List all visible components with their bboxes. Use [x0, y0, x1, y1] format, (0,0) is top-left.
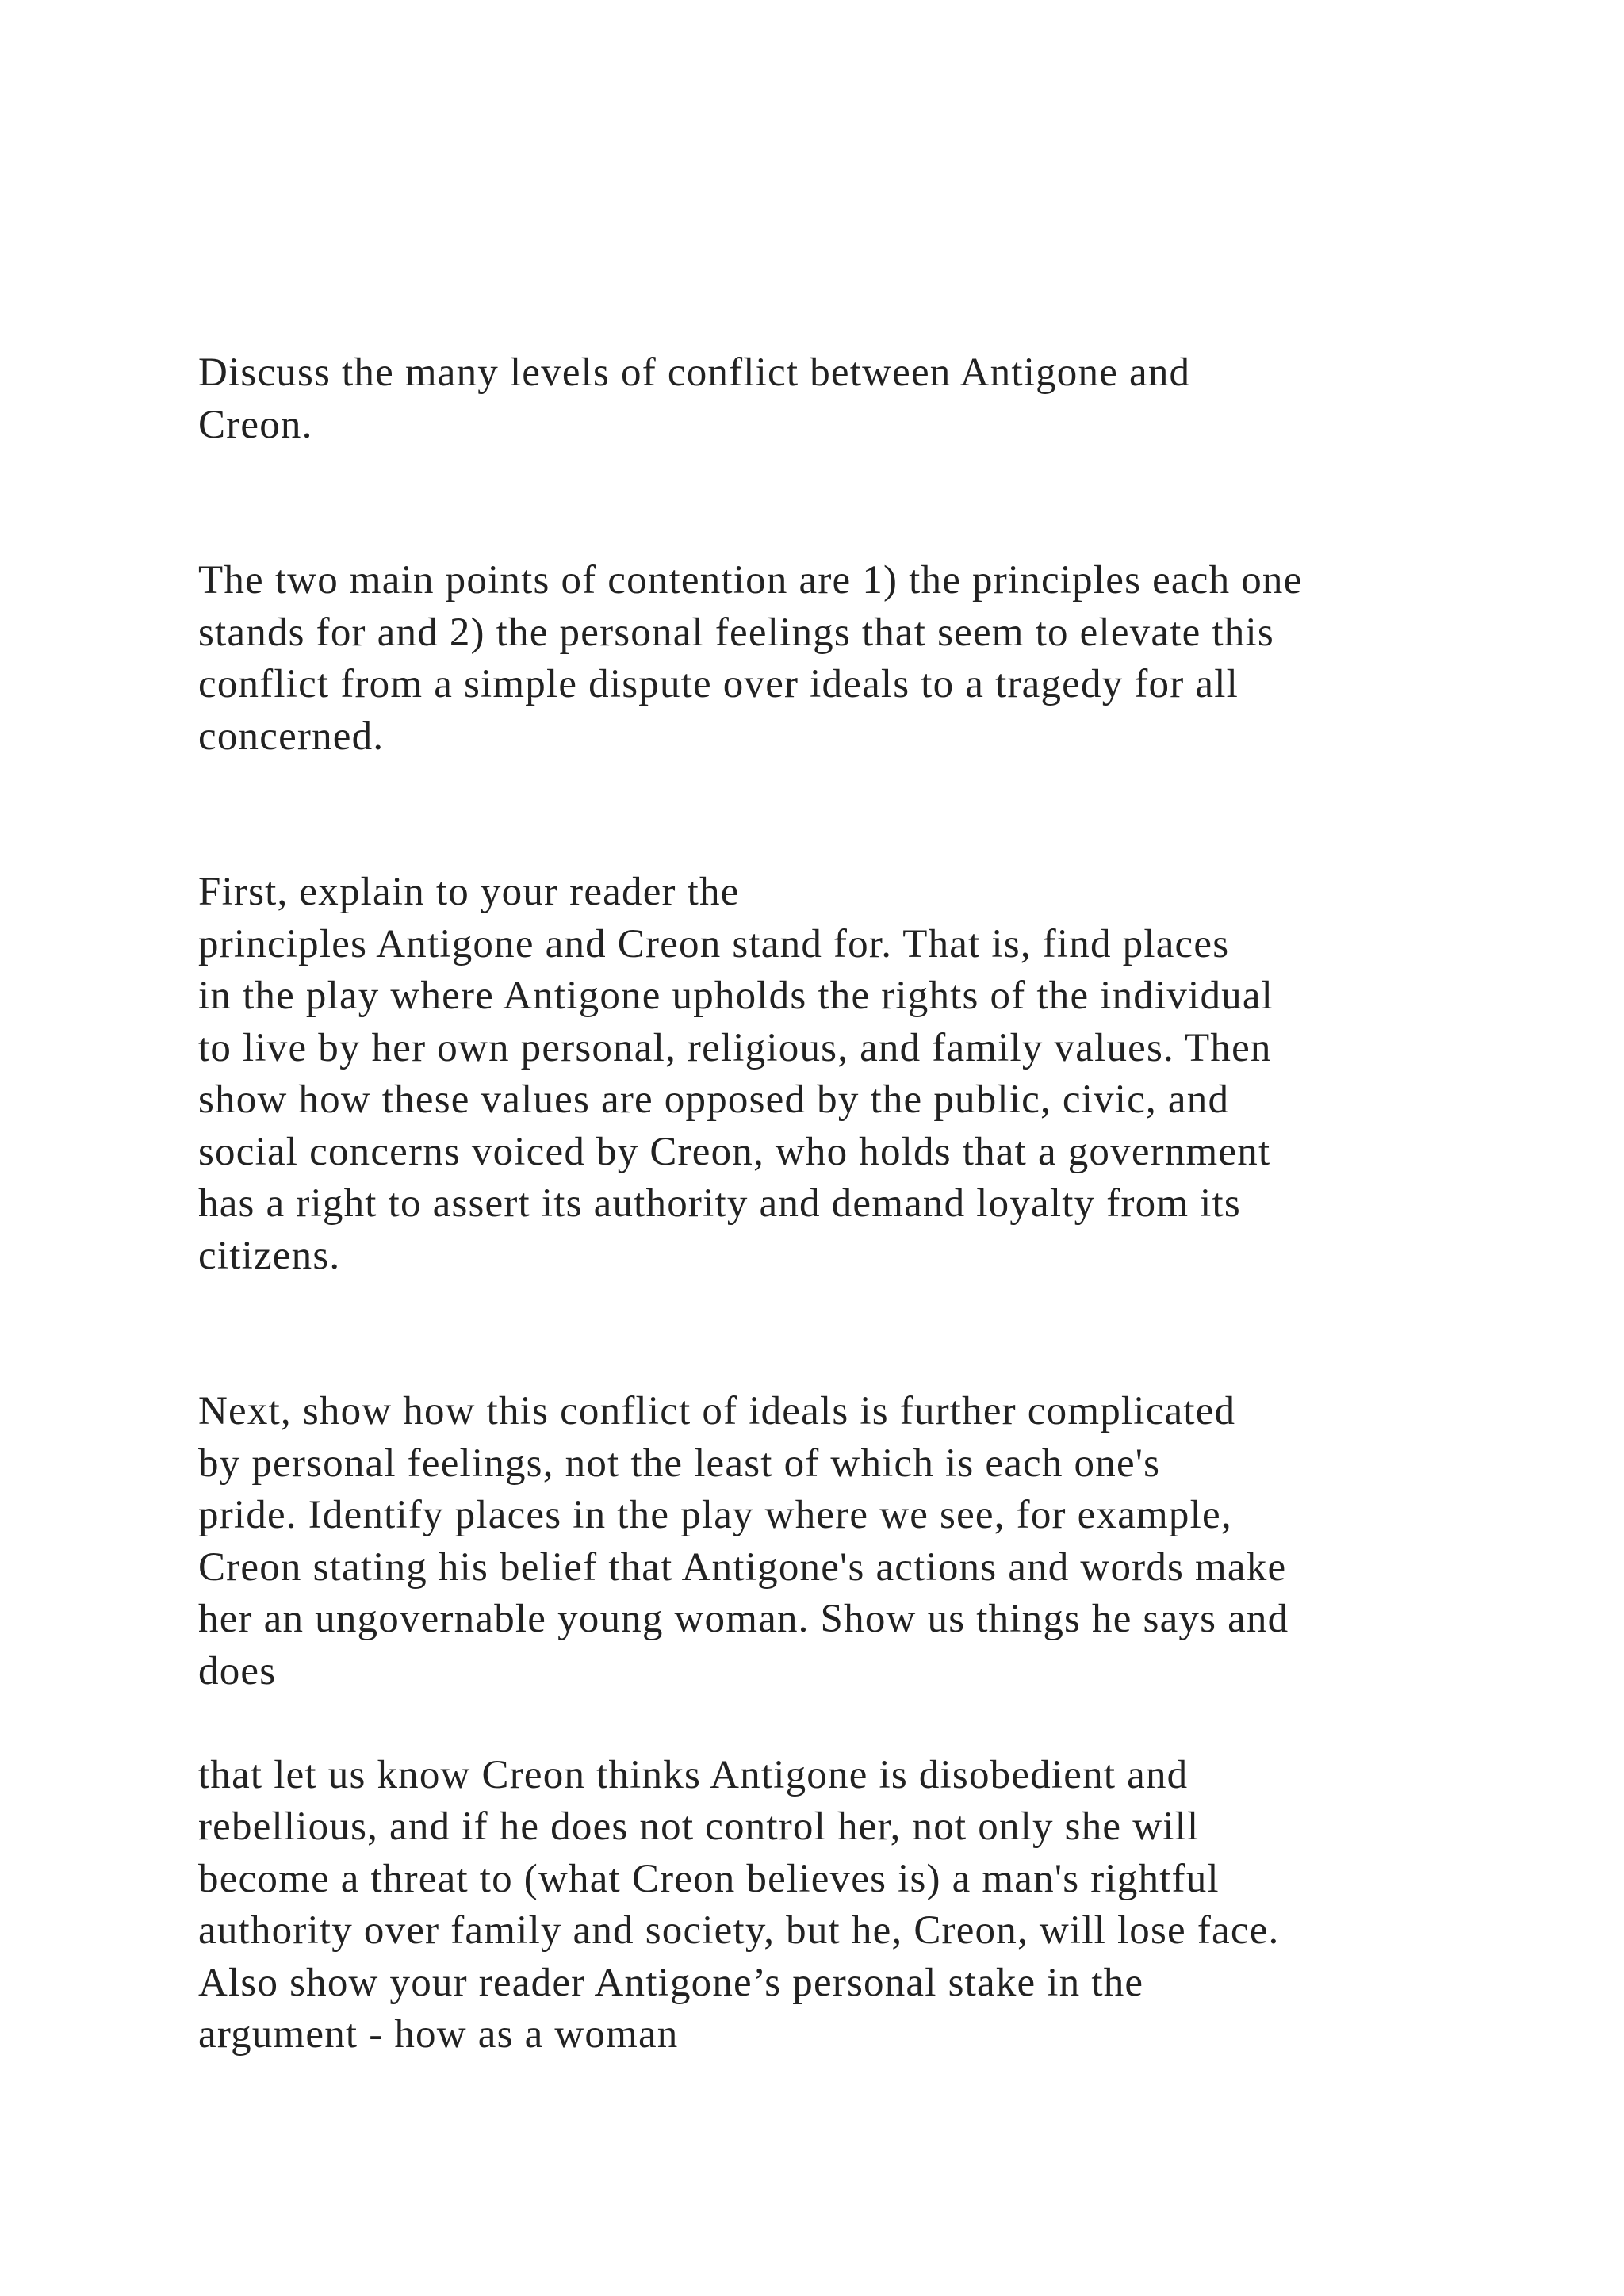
paragraph-spacer — [198, 451, 1515, 555]
paragraph-prompt: Discuss the many levels of conflict between Antigone and Creon. — [198, 350, 1191, 447]
paragraph-antigone-stake: that let us know Creon thinks Antigone is disobedient and rebellious, and if he does not control her, not only she will become a threat to (what Creon believes is) a man's rightful authority over family and society, but he, Creon, will lose face. Also show your reader Antigone’s personal stake in the argument - how as a woman — [198, 1752, 1280, 2057]
paragraph-personal-feelings: Next, show how this conflict of ideals is further complicated by personal feelings, not the least of which is each one's pride. Identify places in the play where we see, for example, Creon stating his belief that Antigone's actions and words make her an ungovernable young woman. Show us things he says and does — [198, 1389, 1289, 1693]
document-body — [198, 347, 1515, 2061]
paragraph-contention: The two main points of contention are 1) the principles each one stands for and 2) the personal feelings that seem to elevate this conflict from a simple dispute over ideals to a tragedy for all concerned. — [198, 558, 1303, 759]
paragraph-spacer — [198, 763, 1515, 867]
paragraph-spacer — [198, 1282, 1515, 1386]
paragraph-principles: First, explain to your reader the principles Antigone and Creon stand for. That is, find places in the play where Antigone upholds the rights of the individual to live by her own personal, religious, and family values. Then show how these values are opposed by the public, civic, and social concerns voiced by Creon, who holds that a government has a right to assert its authority and demand loyalty from its citizens. — [198, 870, 1274, 1278]
paragraph-spacer — [198, 1697, 1515, 1750]
